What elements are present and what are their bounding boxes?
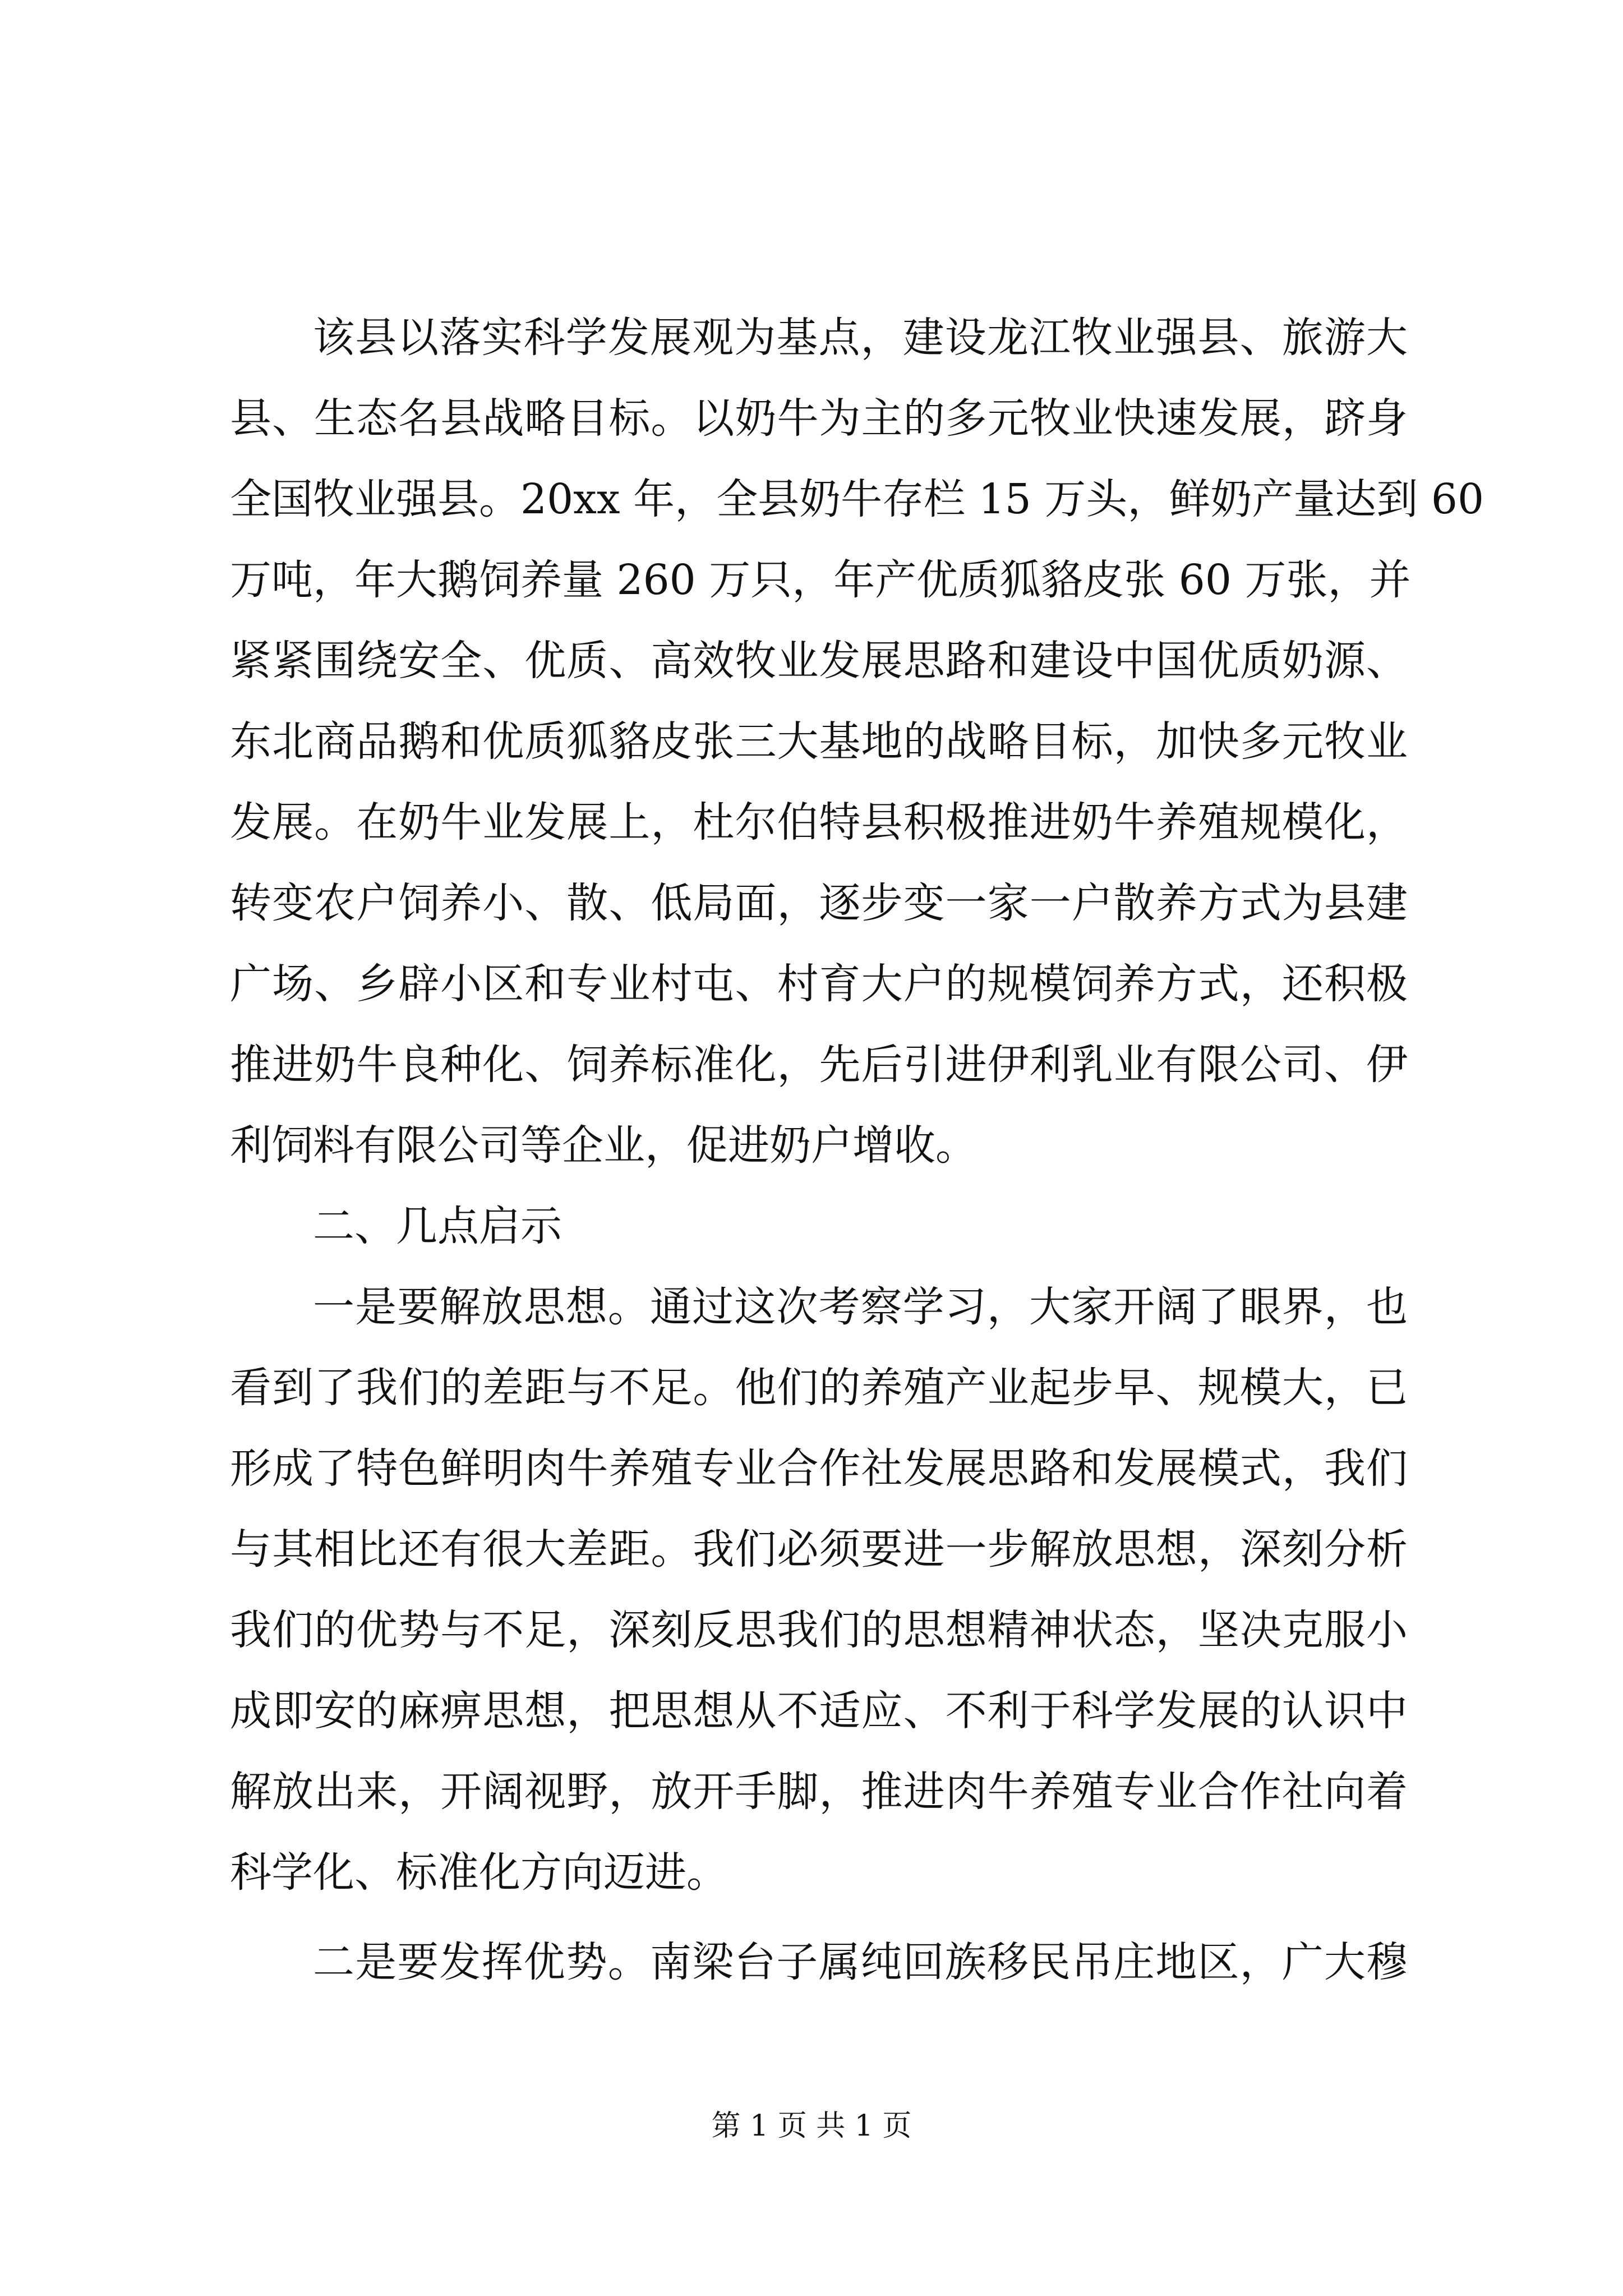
text-line: 全国牧业强县。20xx 年，全县奶牛存栏 15 万头，鲜奶产量达到 60 xyxy=(230,475,1484,523)
text-line: 万吨，年大鹅饲养量 260 万只，年产优质狐貉皮张 60 万张，并 xyxy=(230,556,1411,604)
text-line: 与其相比还有很大差距。我们必须要进一步解放思想，深刻分析 xyxy=(230,1525,1408,1573)
text-line: 转变农户饲养小、散、低局面，逐步变一家一户散养方式为县建 xyxy=(230,879,1408,927)
text-line: 形成了特色鲜明肉牛养殖专业合作社发展思路和发展模式，我们 xyxy=(230,1444,1408,1493)
text-line: 二、几点启示 xyxy=(313,1202,562,1250)
page-footer: 第 1 页 共 1 页 xyxy=(711,2109,912,2143)
text-line: 发展。在奶牛业发展上，杜尔伯特县积极推进奶牛养殖规模化， xyxy=(230,798,1408,846)
text-line: 广场、乡辟小区和专业村屯、村育大户的规模饲养方式，还积极 xyxy=(230,960,1408,1008)
text-line: 该县以落实科学发展观为基点，建设龙江牧业强县、旅游大 xyxy=(313,314,1408,362)
text-line: 我们的优势与不足，深刻反思我们的思想精神状态，坚决克服小 xyxy=(230,1606,1408,1654)
text-line: 看到了我们的差距与不足。他们的养殖产业起步早、规模大，已 xyxy=(230,1364,1408,1412)
text-line: 推进奶牛良种化、饲养标准化，先后引进伊利乳业有限公司、伊 xyxy=(230,1041,1408,1089)
text-line: 解放出来，开阔视野，放开手脚，推进肉牛养殖专业合作社向着 xyxy=(230,1768,1408,1816)
paragraph-gap xyxy=(230,1913,1408,1922)
text-line: 紧紧围绕安全、优质、高效牧业发展思路和建设中国优质奶源、 xyxy=(230,637,1408,685)
text-line: 科学化、标准化方向迈进。 xyxy=(230,1848,728,1897)
text-line: 二是要发挥优势。南梁台子属纯回族移民吊庄地区，广大穆 xyxy=(313,1938,1408,1986)
text-line: 一是要解放思想。通过这次考察学习，大家开阔了眼界，也 xyxy=(313,1283,1408,1331)
text-line: 东北商品鹅和优质狐貉皮张三大基地的战略目标，加快多元牧业 xyxy=(230,717,1408,766)
text-line: 利饲料有限公司等企业，促进奶户增收。 xyxy=(230,1121,977,1170)
document-body xyxy=(230,297,1484,2003)
text-line: 成即安的麻痹思想，把思想从不适应、不利于科学发展的认识中 xyxy=(230,1687,1408,1735)
text-line: 县、生态名县战略目标。以奶牛为主的多元牧业快速发展，跻身 xyxy=(230,394,1408,443)
